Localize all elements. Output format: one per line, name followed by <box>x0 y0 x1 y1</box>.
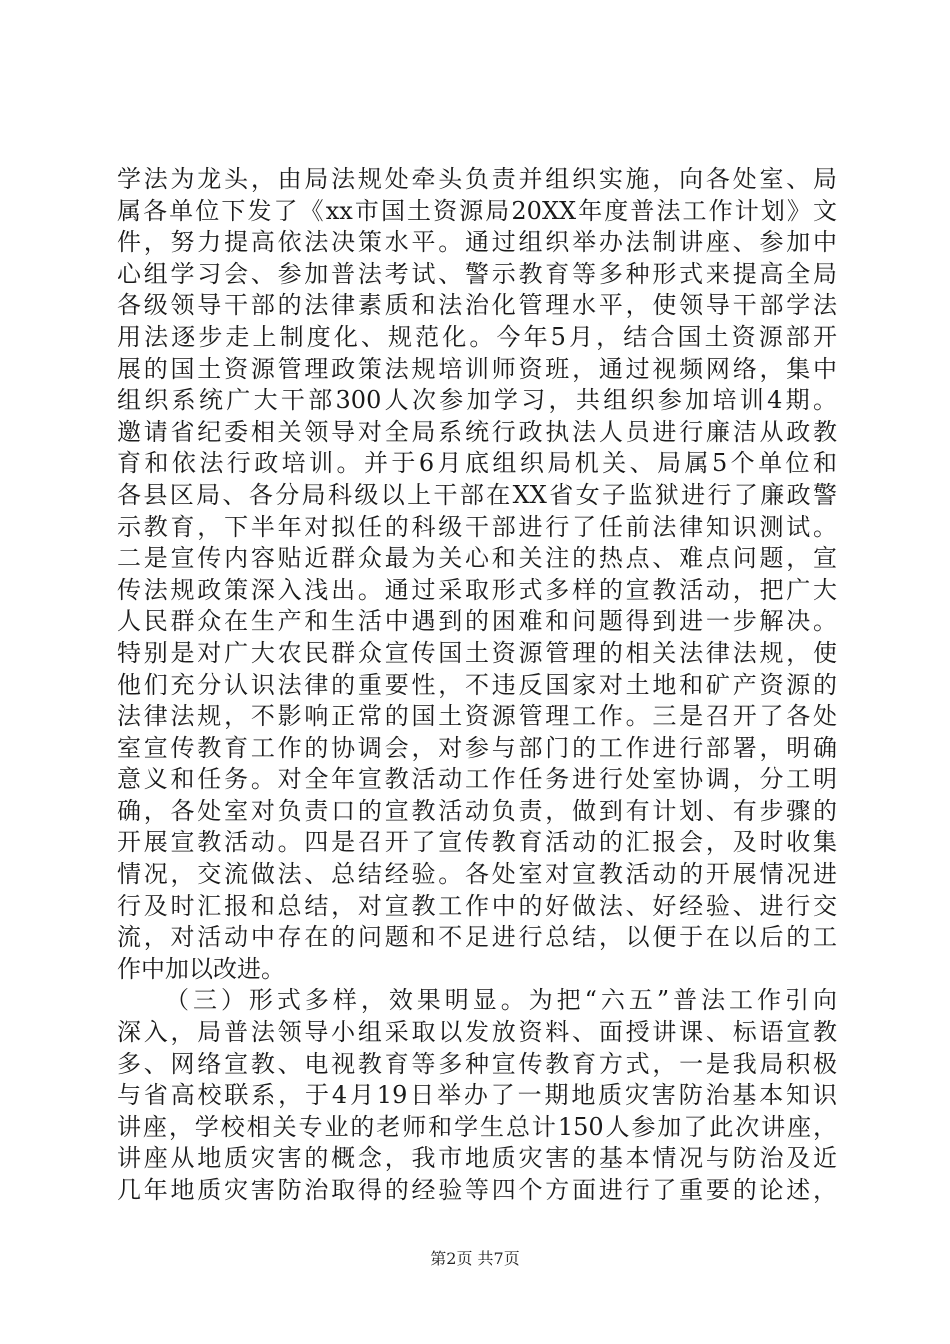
text-line: 用法逐步走上制度化、规范化。今年5月，结合国土资源部开 <box>117 322 837 351</box>
text-line: 讲座，学校相关专业的老师和学生总计150人参加了此次讲座， <box>117 1112 837 1141</box>
text-line: 开展宣教活动。四是召开了宣传教育活动的汇报会，及时收集 <box>117 828 837 857</box>
text-line: 他们充分认识法律的重要性，不违反国家对土地和矿产资源的 <box>117 670 837 699</box>
text-line: 各级领导干部的法律素质和法治化管理水平，使领导干部学法 <box>117 291 837 320</box>
text-line: 确，各处室对负责口的宣教活动负责，做到有计划、有步骤的 <box>117 796 837 825</box>
text-line: 特别是对广大农民群众宣传国土资源管理的相关法律法规，使 <box>117 638 837 667</box>
text-line: 几年地质灾害防治取得的经验等四个方面进行了重要的论述， <box>117 1176 837 1204</box>
text-line: 示教育，下半年对拟任的科级干部进行了任前法律知识测试。 <box>117 512 837 541</box>
text-line: 情况，交流做法、总结经验。各处室对宣教活动的开展情况进 <box>117 860 837 889</box>
text-line: 心组学习会、参加普法考试、警示教育等多种形式来提高全局 <box>117 259 837 288</box>
text-line: 作中加以改进。 <box>117 954 285 983</box>
text-line: 组织系统广大干部300人次参加学习，共组织参加培训4期。 <box>117 386 837 415</box>
body-text <box>117 164 837 1207</box>
text-line: 人民群众在生产和生活中遇到的困难和问题得到进一步解决。 <box>117 607 837 636</box>
text-line: 学法为龙头，由局法规处牵头负责并组织实施，向各处室、局 <box>117 165 837 193</box>
text-line: 育和依法行政培训。并于6月底组织局机关、局属5个单位和 <box>117 449 837 478</box>
text-line: 流，对活动中存在的问题和不足进行总结，以便于在以后的工 <box>117 923 837 952</box>
text-line: 各县区局、各分局科级以上干部在XX省女子监狱进行了廉政警 <box>117 480 837 509</box>
text-line: 意义和任务。对全年宣教活动工作任务进行处室协调，分工明 <box>117 765 837 794</box>
paragraph-start-line: （三）形式多样，效果明显。为把“六五”普法工作引向 <box>165 986 837 1015</box>
text-line: 与省高校联系，于4月19日举办了一期地质灾害防治基本知识 <box>117 1081 837 1110</box>
text-line: 展的国土资源管理政策法规培训师资班，通过视频网络，集中 <box>117 354 837 383</box>
text-line: 件，努力提高依法决策水平。通过组织举办法制讲座、参加中 <box>117 228 837 257</box>
text-line: 深入，局普法领导小组采取以发放资料、面授讲课、标语宣教 <box>117 1018 837 1047</box>
text-line: 传法规政策深入浅出。通过采取形式多样的宣教活动，把广大 <box>117 575 837 604</box>
text-line: 行及时汇报和总结，对宣教工作中的好做法、好经验、进行交 <box>117 891 837 920</box>
page-footer <box>0 1246 950 1269</box>
text-line: 法律法规，不影响正常的国土资源管理工作。三是召开了各处 <box>117 702 837 731</box>
text-line: 二是宣传内容贴近群众最为关心和关注的热点、难点问题，宣 <box>117 544 837 573</box>
page-number-label: 第2页 共7页 <box>430 1249 520 1268</box>
text-line: 属各单位下发了《xx市国土资源局20XX年度普法工作计划》文 <box>117 196 837 225</box>
text-line: 邀请省纪委相关领导对全局系统行政执法人员进行廉洁从政教 <box>117 417 837 446</box>
text-line: 多、网络宣教、电视教育等多种宣传教育方式，一是我局积极 <box>117 1049 837 1078</box>
text-line: 讲座从地质灾害的概念，我市地质灾害的基本情况与防治及近 <box>117 1144 837 1173</box>
text-line: 室宣传教育工作的协调会，对参与部门的工作进行部署，明确 <box>117 733 837 762</box>
